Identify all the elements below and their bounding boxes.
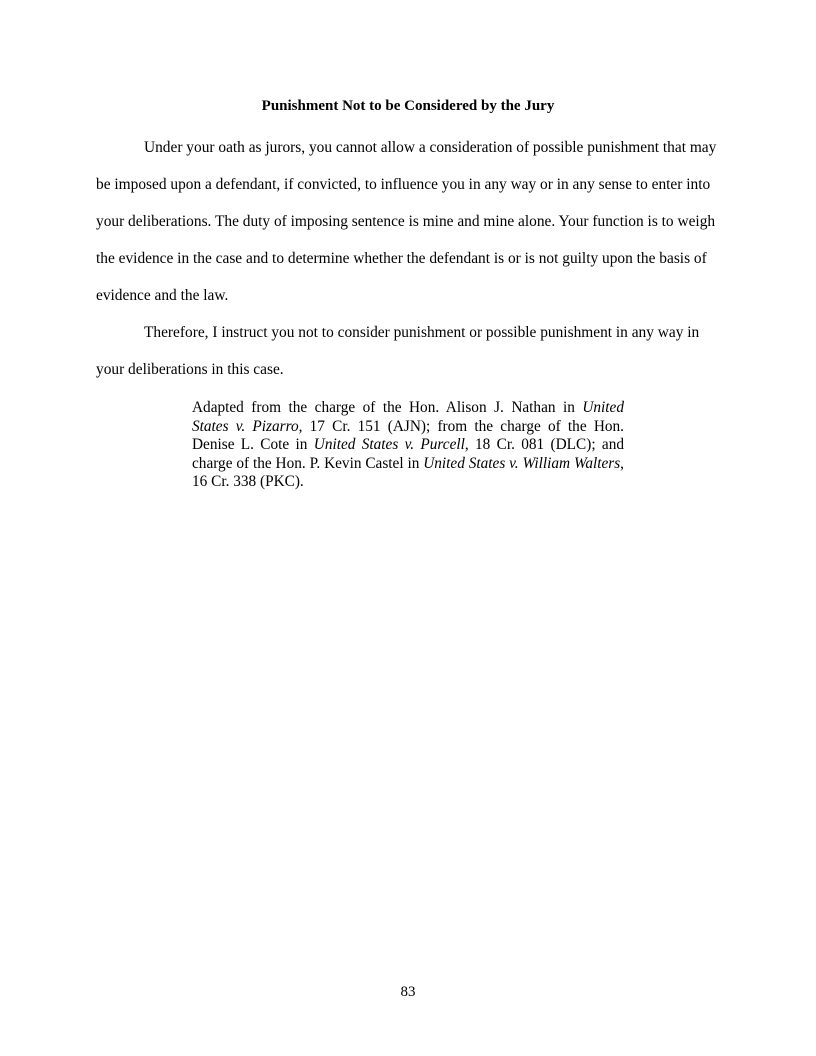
instruction-paragraph-1: Under your oath as jurors, you cannot allow a consideration of possible punishment that may be imposed upon a defendant, if convicted, to influence you in any way or in any sense to enter into your deliberations. The duty of imposing sentence is mine and mine alone. Your function is to weigh the evidence in the case and to determine whether the defendant is or is not guilty upon the basis of evidence and the law.: [96, 139, 717, 304]
page-number: 83: [400, 984, 416, 1000]
citation-text-1: Adapted from the charge of the Hon. Alison J. Nathan in: [192, 399, 583, 416]
citation-text-3: , 18 Cr. 081 (DLC); and charge of the Hon. P. Kevin Castel in: [192, 436, 624, 472]
case-name-walters: United States v. William Walters: [423, 454, 621, 472]
section-heading: Punishment Not to be Considered by the Jury: [261, 98, 555, 114]
citation-text-2: , 17 Cr. 151 (AJN); from the charge of the Hon. Denise L. Cote in: [192, 417, 624, 453]
instruction-body: [96, 129, 720, 388]
instruction-paragraph-2: Therefore, I instruct you not to consider punishment or possible punishment in any way in your deliberations in this case.: [96, 324, 700, 378]
citation-text-4: , 16 Cr. 338 (PKC).: [192, 454, 624, 490]
case-name-purcell: United States v. Purcell: [313, 436, 465, 453]
citation-note: [192, 399, 624, 492]
case-name-pizarro: United States v. Pizarro: [192, 399, 624, 435]
